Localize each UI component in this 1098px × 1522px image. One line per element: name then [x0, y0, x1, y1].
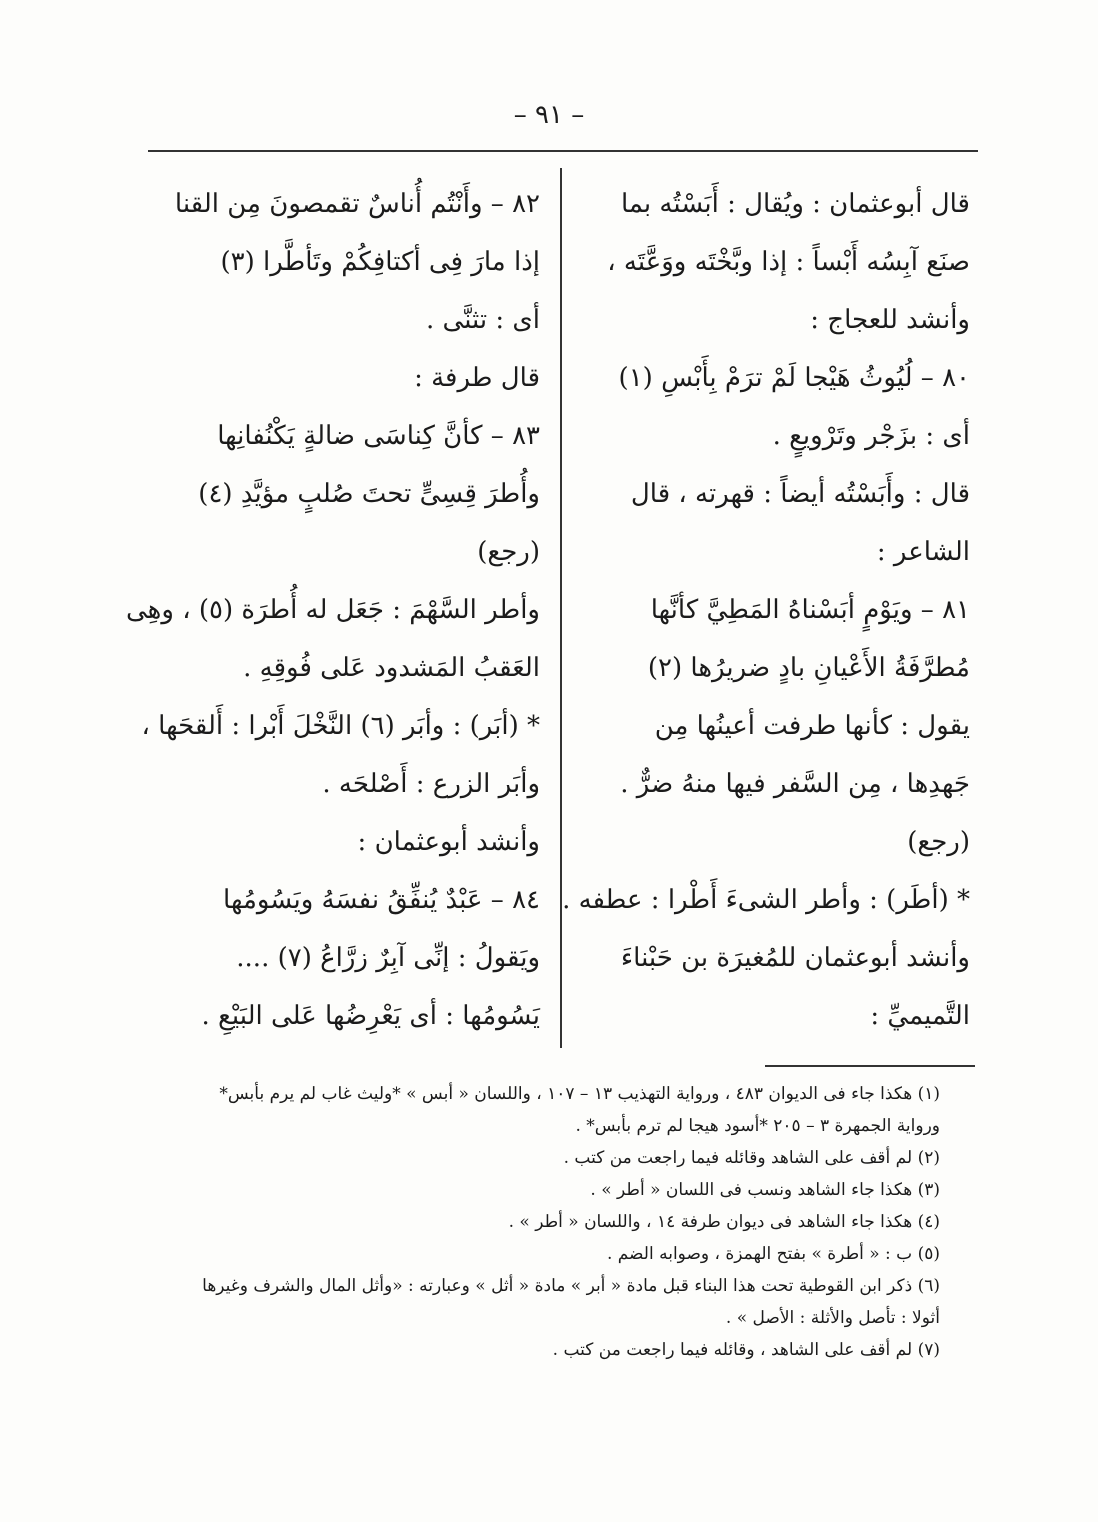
text-line: قال : وأَبَسْتُه أيضاً : قهرته ، قال — [630, 479, 970, 509]
column-divider — [560, 168, 562, 1048]
text-line: وأطر السَّهْمَ : جَعَل له أُطرَة (٥) ، وهِى — [126, 595, 540, 625]
right-column — [562, 175, 970, 1045]
text-line: (رجع) — [477, 537, 540, 567]
text-line: ٨٠ – لُيُوثُ هَيْجا لَمْ ترَمْ بِأَبْسِ (١) — [618, 363, 970, 393]
footnote-line: أثولا : تأصل والأثلة : الأصل » . — [725, 1308, 940, 1328]
text-line: * (أطَر) : وأطر الشىءَ أَطْرا : عطفه . — [562, 885, 970, 915]
text-line: التَّميميِّ : — [870, 1001, 970, 1031]
text-line: قال طرفة : — [414, 363, 540, 393]
text-line: الشاعر : — [876, 537, 970, 567]
text-line: قال أبوعثمان : ويُقال : أَبَسْتُه بما — [620, 189, 970, 219]
footnote-rule — [765, 1065, 975, 1067]
text-line: مُطرَّفَةُ الأَعْيانِ بادٍ ضريرُها (٢) — [647, 653, 970, 683]
left-column — [126, 175, 540, 1045]
text-line: وأنشد للعجاج : — [810, 305, 970, 335]
footnote-line: (٤) هكذا جاء الشاهد فى ديوان طرفة ١٤ ، واللسان « أطر » . — [508, 1212, 940, 1232]
text-line: ٨٣ – كأنَّ كِناسَى ضالةٍ يَكْنُفانِها — [217, 421, 540, 451]
text-line: أى : تثنَّى . — [426, 305, 540, 335]
text-line: جَهدِها ، مِن السَّفر فيها منهُ ضرٌّ . — [620, 769, 970, 799]
footnote-line: (١) هكذا جاء فى الديوان ٤٨٣ ، ورواية التهذيب ١٣ – ١٠٧ ، واللسان « أبس » *وليث غاب لم يرم بأبس* — [219, 1084, 940, 1104]
text-line: يَسُومُها : أى يَعْرِضُها عَلى البَيْعِ . — [201, 1001, 540, 1031]
footnote-line: ورواية الجمهرة ٣ – ٢٠٥ *أسود هيجا لم ترم بأبس* . — [575, 1116, 940, 1136]
text-line: يقول : كأنها طرفت أعينُها مِن — [654, 711, 970, 741]
footnote-line: (٣) هكذا جاء الشاهد ونسب فى اللسان « أطر » . — [590, 1180, 940, 1200]
footnote-line: (٢) لم أقف على الشاهد وقائله فيما راجعت من كتب . — [563, 1148, 940, 1168]
footnote-line: (٧) لم أقف على الشاهد ، وقائله فيما راجعت من كتب . — [552, 1340, 940, 1360]
text-line: صنَع آبِسُه أَبْساً : إذا وبَّخْتَه ووَعَّتَه ، — [607, 247, 970, 277]
text-line: ٨١ – ويَوْمٍ أبَسْناهُ المَطِيَّ كأنَّها — [650, 595, 970, 625]
text-line: إذا مارَ فِى أكتافِكُمْ وتَأطَّرا (٣) — [220, 247, 540, 277]
footnotes — [160, 1078, 940, 1366]
header-rule — [148, 150, 978, 152]
footnote-line: (٦) ذكر ابن القوطية تحت هذا البناء قبل مادة « أبر » مادة « أثل » وعبارته : «وأثل المال والشرف وغيرها — [202, 1276, 940, 1296]
text-line: أى : بزَجْر وتَرْويعٍ . — [772, 421, 970, 451]
text-line: وأنشد أبوعثمان للمُغيرَة بن حَبْناءَ — [620, 943, 970, 973]
footnote-line: (٥) ب : « أطرة » بفتح الهمزة ، وصوابه الضم . — [606, 1244, 940, 1264]
text-line: ٨٤ – عَبْدٌ يُنفِّقُ نفسَهُ ويَسُومُها — [223, 885, 540, 915]
text-line: العَقبُ المَشدود عَلى فُوقِهِ . — [243, 653, 540, 683]
text-line: * (أبَر) : وأبَر (٦) النَّخْلَ أَبْرا : أَلقحَها ، — [141, 711, 540, 741]
text-line: وأُطرَ قِسِىٍّ تحتَ صُلبٍ مؤيَّدِ (٤) — [198, 479, 540, 509]
text-line: وأنشد أبوعثمان : — [357, 827, 540, 857]
text-line: وأبَر الزرع : أَصْلحَه . — [322, 769, 540, 799]
text-line: ويَقولُ : إنِّى آبِرٌ زرَّاعُ (٧) .... — [236, 943, 540, 973]
text-line: (رجع) — [907, 827, 970, 857]
page-number: – ٩١ – — [513, 100, 585, 130]
text-line: ٨٢ – وأَنْتُم أُناسٌ تقمصونَ مِن القنا — [174, 189, 540, 219]
